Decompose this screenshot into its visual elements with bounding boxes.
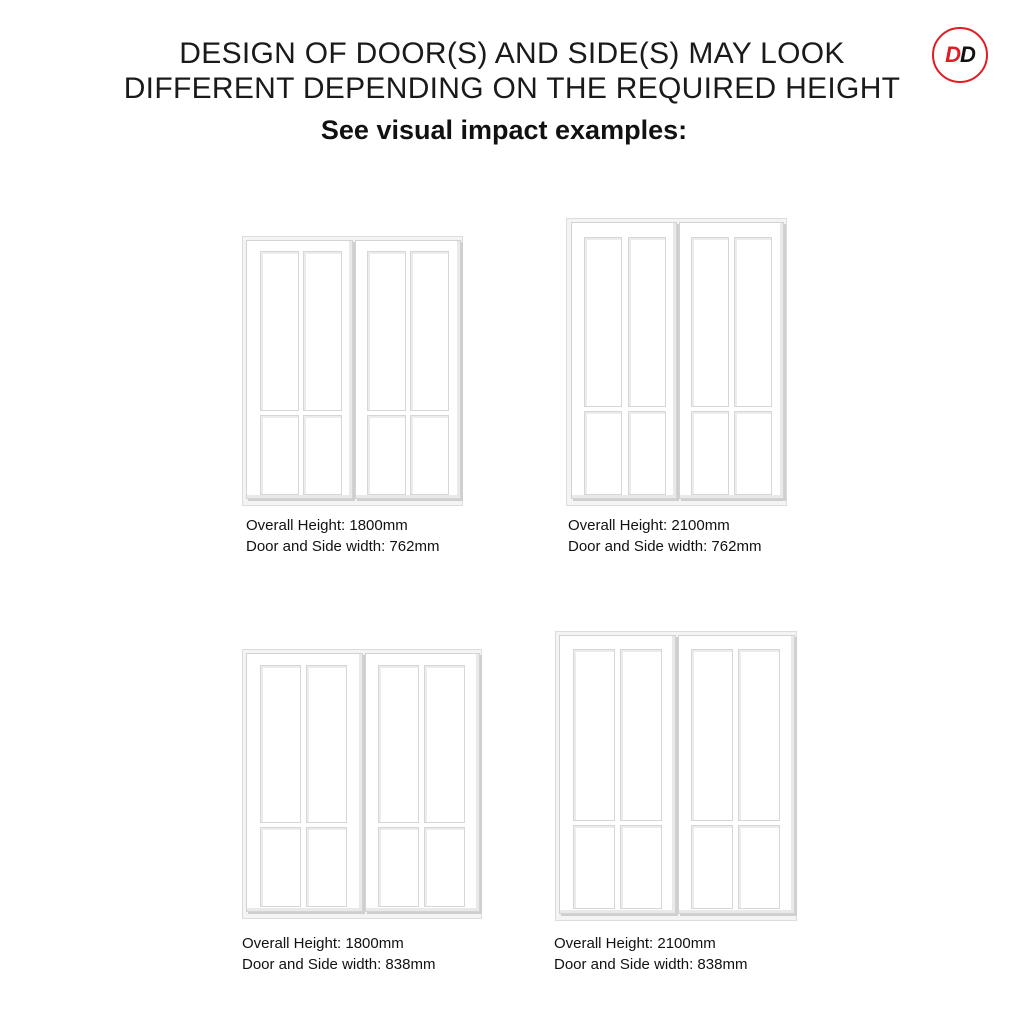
door-leaf [246,240,353,499]
door-side-width-label: Door and Side width: 762mm [246,538,440,555]
side-leaf [365,653,480,912]
glass-pane [424,827,465,907]
overall-height-label: Overall Height: 1800mm [242,935,404,952]
overall-height-label: Overall Height: 2100mm [568,517,730,534]
example-caption-3 [242,933,435,975]
door-side-width-label: Door and Side width: 762mm [568,538,762,555]
side-leaf [679,222,784,499]
glass-pane [738,825,780,909]
glass-pane [620,825,662,909]
glass-pane [306,827,347,907]
doorset-illustration-3 [242,649,482,919]
glass-pane [573,825,615,909]
glass-pane [584,411,622,495]
example-caption-1 [246,515,439,557]
glass-pane [628,237,666,407]
glass-pane [306,665,347,823]
glass-pane [260,251,299,411]
logo-letter-2: D [960,42,975,67]
glass-pane [691,825,733,909]
door-side-width-label: Door and Side width: 838mm [554,956,748,973]
brand-logo [932,27,988,83]
glass-pane [367,251,406,411]
glass-pane [410,251,449,411]
example-caption-4 [554,933,747,975]
glass-pane [378,665,419,823]
doorset-illustration-2 [566,218,787,506]
side-leaf [355,240,461,499]
glass-pane [620,649,662,821]
logo-letter-1: D [945,42,960,67]
glass-pane [628,411,666,495]
doorset-illustration-1 [242,236,463,506]
door-leaf [559,635,676,914]
overall-height-label: Overall Height: 1800mm [246,517,408,534]
door-leaf [246,653,363,912]
example-caption-2 [568,515,761,557]
glass-pane [410,415,449,495]
glass-pane [734,411,772,495]
glass-pane [367,415,406,495]
glass-pane [260,665,301,823]
glass-pane [260,415,299,495]
door-side-width-label: Door and Side width: 838mm [242,956,436,973]
overall-height-label: Overall Height: 2100mm [554,935,716,952]
doorset-illustration-4 [555,631,797,921]
glass-pane [260,827,301,907]
glass-pane [378,827,419,907]
glass-pane [691,411,729,495]
glass-pane [691,237,729,407]
heading-line-1: DESIGN OF DOOR(S) AND SIDE(S) MAY LOOK [179,37,845,70]
glass-pane [424,665,465,823]
page-subheading: See visual impact examples: [320,115,688,145]
glass-pane [691,649,733,821]
glass-pane [303,415,342,495]
glass-pane [734,237,772,407]
glass-pane [738,649,780,821]
side-leaf [678,635,795,914]
glass-pane [573,649,615,821]
glass-pane [584,237,622,407]
door-leaf [571,222,677,499]
glass-pane [303,251,342,411]
page-heading [0,36,1024,106]
heading-line-2: DIFFERENT DEPENDING ON THE REQUIRED HEIGHT [123,72,901,105]
